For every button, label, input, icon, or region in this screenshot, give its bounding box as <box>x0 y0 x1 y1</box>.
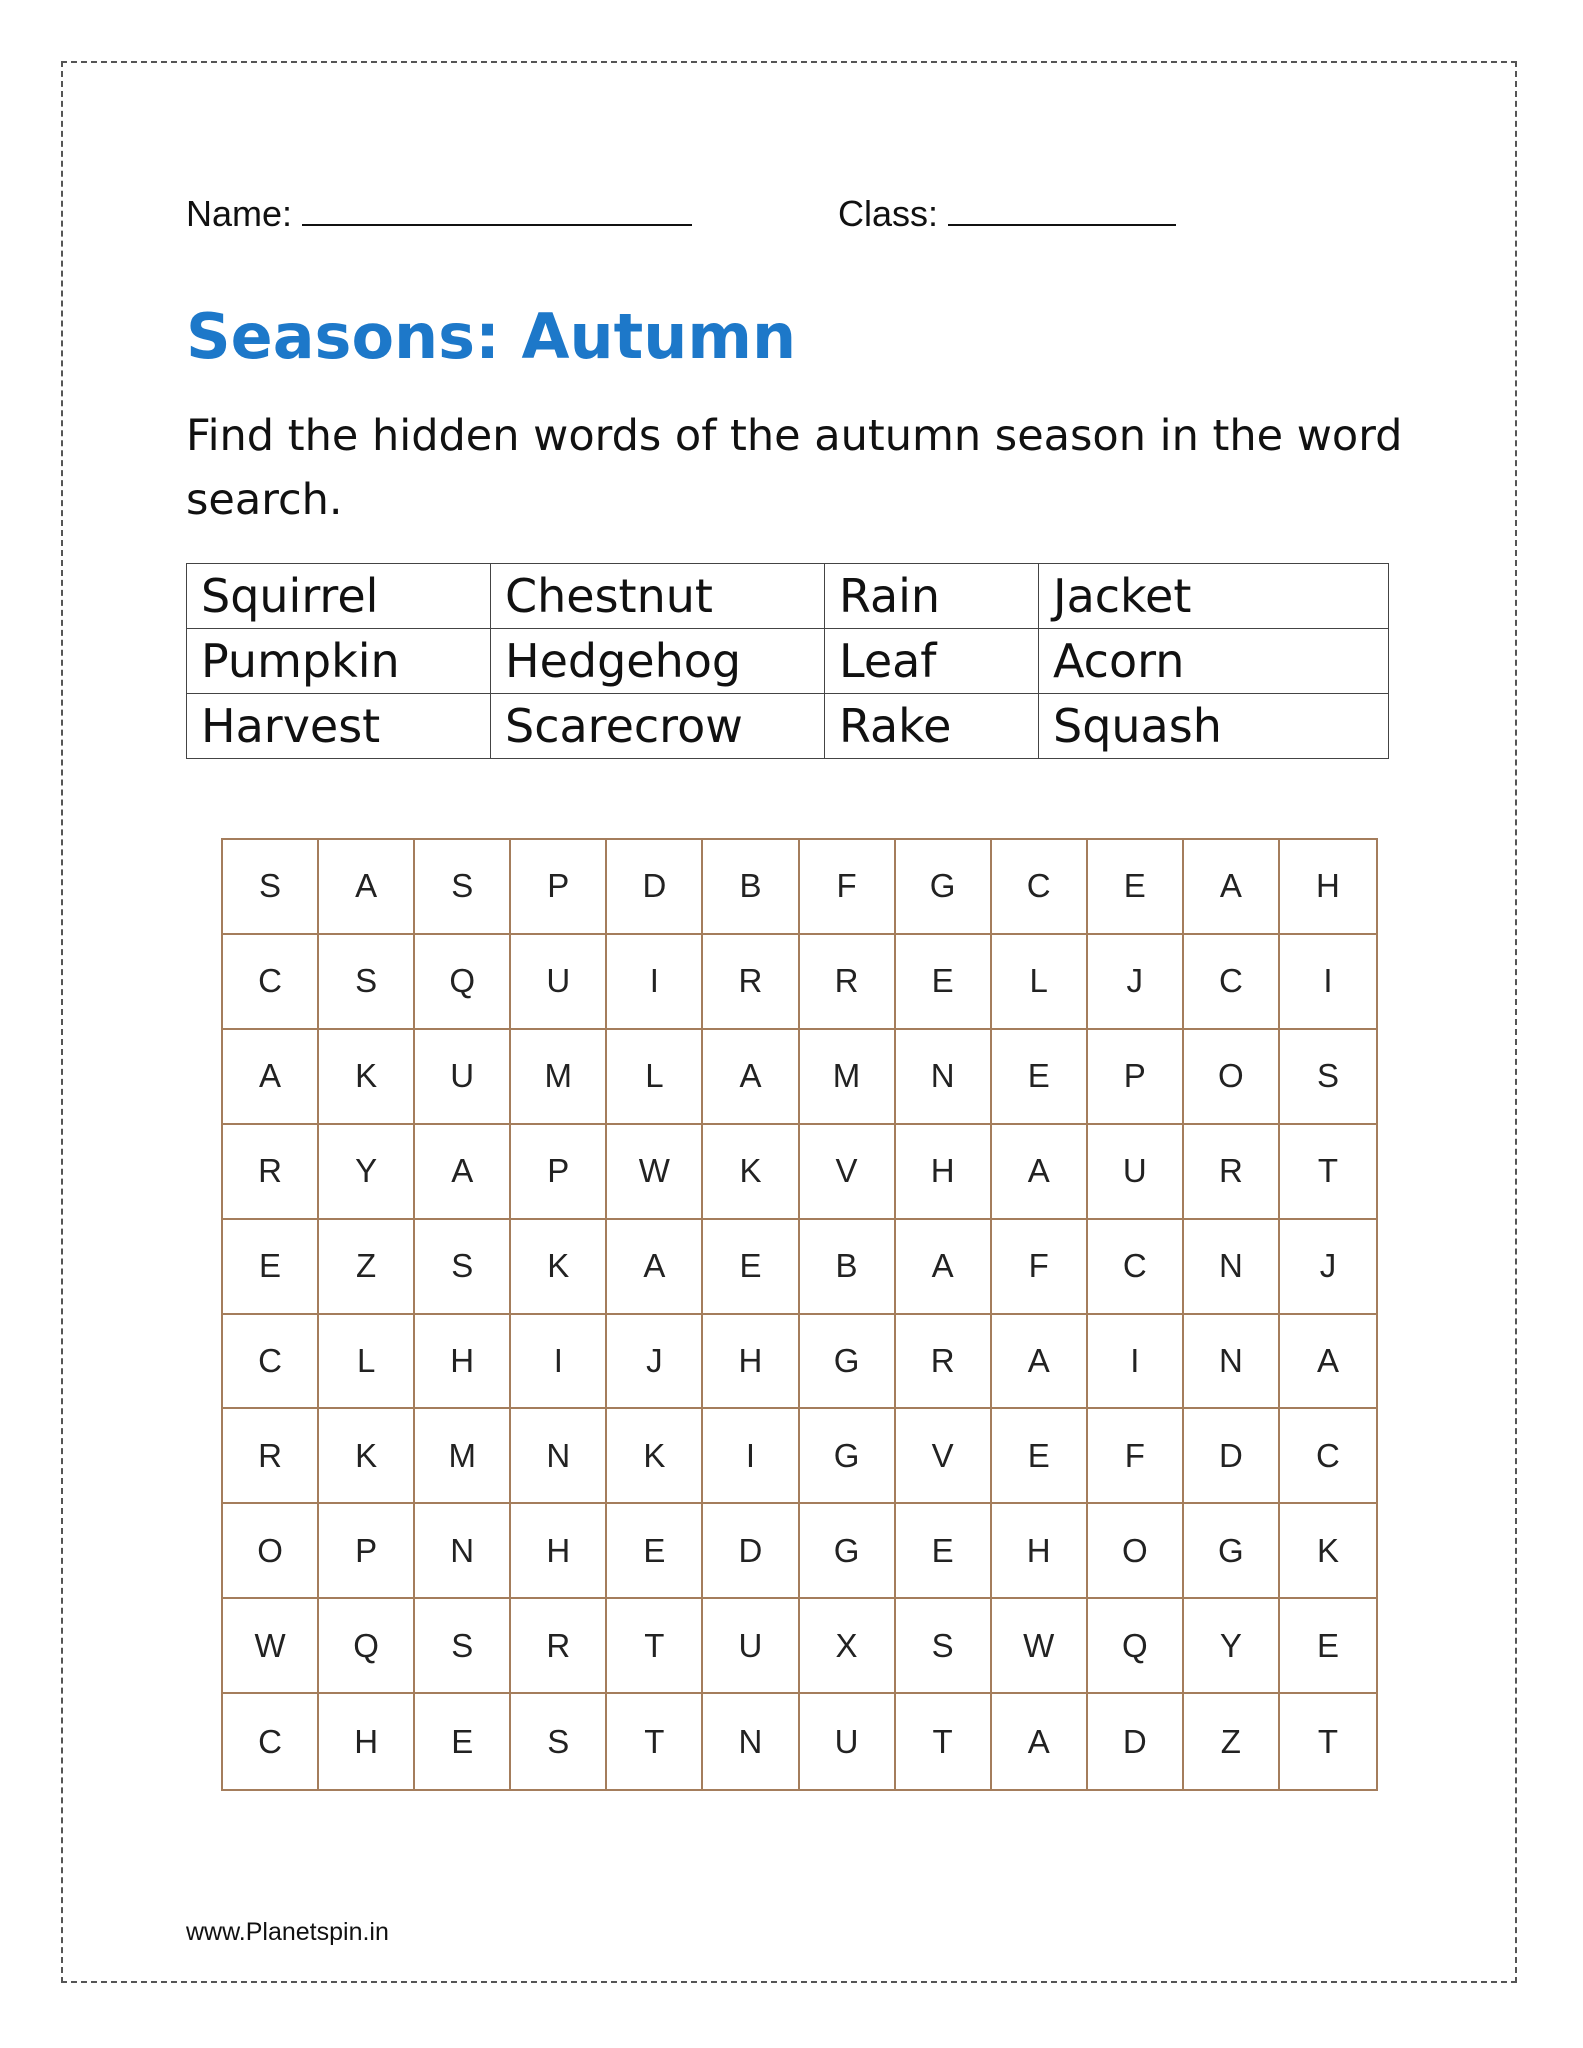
grid-cell[interactable]: G <box>800 1315 896 1410</box>
grid-cell[interactable]: C <box>1280 1409 1376 1504</box>
grid-cell[interactable]: J <box>607 1315 703 1410</box>
grid-cell[interactable]: J <box>1088 935 1184 1030</box>
grid-cell[interactable]: S <box>511 1694 607 1789</box>
grid-cell[interactable]: A <box>992 1694 1088 1789</box>
grid-cell[interactable]: I <box>703 1409 799 1504</box>
grid-cell[interactable]: N <box>511 1409 607 1504</box>
grid-cell[interactable]: D <box>1184 1409 1280 1504</box>
grid-cell[interactable]: U <box>1088 1125 1184 1220</box>
grid-cell[interactable]: N <box>415 1504 511 1599</box>
grid-cell[interactable]: B <box>800 1220 896 1315</box>
class-blank-line[interactable] <box>948 190 1176 226</box>
word-list-row <box>187 564 1389 629</box>
grid-cell[interactable]: K <box>607 1409 703 1504</box>
grid-cell[interactable]: I <box>511 1315 607 1410</box>
grid-cell[interactable]: H <box>703 1315 799 1410</box>
grid-cell[interactable]: I <box>607 935 703 1030</box>
grid-cell[interactable]: H <box>319 1694 415 1789</box>
grid-cell[interactable]: T <box>607 1599 703 1694</box>
grid-cell[interactable]: O <box>1088 1504 1184 1599</box>
grid-cell[interactable]: E <box>415 1694 511 1789</box>
grid-cell[interactable]: A <box>1280 1315 1376 1410</box>
grid-cell[interactable]: E <box>607 1504 703 1599</box>
grid-cell[interactable]: E <box>992 1409 1088 1504</box>
grid-cell[interactable]: K <box>511 1220 607 1315</box>
grid-cell[interactable]: D <box>1088 1694 1184 1789</box>
grid-cell[interactable]: S <box>896 1599 992 1694</box>
word-list-item: Chestnut <box>491 564 825 629</box>
grid-cell[interactable]: I <box>1088 1315 1184 1410</box>
grid-cell[interactable]: V <box>896 1409 992 1504</box>
grid-cell[interactable]: S <box>415 1599 511 1694</box>
grid-cell[interactable]: R <box>511 1599 607 1694</box>
grid-cell[interactable]: T <box>896 1694 992 1789</box>
grid-cell[interactable]: N <box>896 1030 992 1125</box>
class-field[interactable] <box>838 190 1176 235</box>
grid-cell[interactable]: R <box>896 1315 992 1410</box>
grid-cell[interactable]: E <box>896 935 992 1030</box>
footer-website: www.Planetspin.in <box>186 1918 389 1946</box>
grid-cell[interactable]: K <box>319 1409 415 1504</box>
instruction-text: Find the hidden words of the autumn season in the word search. <box>186 411 1403 525</box>
grid-cell[interactable]: H <box>1280 840 1376 935</box>
page-title: Seasons: Autumn <box>186 300 797 373</box>
grid-cell[interactable]: S <box>319 935 415 1030</box>
grid-cell[interactable]: J <box>1280 1220 1376 1315</box>
word-list-item: Rain <box>825 564 1039 629</box>
grid-cell[interactable]: A <box>319 840 415 935</box>
grid-cell[interactable]: T <box>607 1694 703 1789</box>
grid-cell[interactable]: L <box>607 1030 703 1125</box>
grid-cell[interactable]: F <box>1088 1409 1184 1504</box>
grid-cell[interactable]: K <box>319 1030 415 1125</box>
grid-cell[interactable]: A <box>223 1030 319 1125</box>
grid-cell[interactable]: C <box>992 840 1088 935</box>
grid-cell[interactable]: R <box>800 935 896 1030</box>
grid-cell[interactable]: D <box>607 840 703 935</box>
grid-cell[interactable]: E <box>992 1030 1088 1125</box>
word-list-item: Rake <box>825 694 1039 759</box>
word-list-row <box>187 694 1389 759</box>
grid-cell[interactable]: Y <box>319 1125 415 1220</box>
grid-cell[interactable]: Z <box>319 1220 415 1315</box>
grid-cell[interactable]: S <box>415 840 511 935</box>
grid-cell[interactable]: Q <box>319 1599 415 1694</box>
grid-cell[interactable]: H <box>992 1504 1088 1599</box>
grid-cell[interactable]: Y <box>1184 1599 1280 1694</box>
grid-cell[interactable]: U <box>703 1599 799 1694</box>
grid-cell[interactable]: F <box>992 1220 1088 1315</box>
grid-cell[interactable]: L <box>319 1315 415 1410</box>
grid-cell[interactable]: W <box>607 1125 703 1220</box>
grid-cell[interactable]: W <box>223 1599 319 1694</box>
grid-cell[interactable]: I <box>1280 935 1376 1030</box>
grid-cell[interactable]: D <box>703 1504 799 1599</box>
grid-cell[interactable]: H <box>511 1504 607 1599</box>
grid-cell[interactable]: A <box>607 1220 703 1315</box>
grid-cell[interactable]: A <box>1184 840 1280 935</box>
grid-cell[interactable]: W <box>992 1599 1088 1694</box>
word-search-grid <box>221 838 1378 1791</box>
word-list-item: Pumpkin <box>187 629 491 694</box>
grid-cell[interactable]: U <box>415 1030 511 1125</box>
grid-cell[interactable]: E <box>223 1220 319 1315</box>
grid-cell[interactable]: X <box>800 1599 896 1694</box>
word-list-table <box>186 563 1389 759</box>
grid-cell[interactable]: K <box>1280 1504 1376 1599</box>
grid-cell[interactable]: N <box>703 1694 799 1789</box>
grid-cell[interactable]: U <box>511 935 607 1030</box>
grid-cell[interactable]: S <box>1280 1030 1376 1125</box>
grid-cell[interactable]: R <box>703 935 799 1030</box>
grid-cell[interactable]: K <box>703 1125 799 1220</box>
grid-cell[interactable]: P <box>1088 1030 1184 1125</box>
grid-cell[interactable]: M <box>800 1030 896 1125</box>
grid-cell[interactable]: Z <box>1184 1694 1280 1789</box>
grid-cell[interactable]: E <box>1088 840 1184 935</box>
grid-cell[interactable]: G <box>800 1409 896 1504</box>
grid-cell[interactable]: S <box>223 840 319 935</box>
grid-cell[interactable]: Q <box>1088 1599 1184 1694</box>
grid-cell[interactable]: T <box>1280 1125 1376 1220</box>
grid-cell[interactable]: C <box>223 1694 319 1789</box>
word-list-row <box>187 629 1389 694</box>
word-list-item: Squash <box>1039 694 1389 759</box>
grid-cell[interactable]: N <box>1184 1315 1280 1410</box>
class-label: Class: <box>838 193 939 234</box>
grid-cell[interactable]: A <box>992 1125 1088 1220</box>
grid-cell[interactable]: G <box>1184 1504 1280 1599</box>
grid-cell[interactable]: T <box>1317 1722 1339 1760</box>
grid-cell[interactable]: M <box>415 1409 511 1504</box>
grid-cell[interactable]: O <box>223 1504 319 1599</box>
name-blank-line[interactable] <box>302 190 692 226</box>
grid-cell[interactable]: R <box>1184 1125 1280 1220</box>
grid-cell[interactable]: C <box>1088 1220 1184 1315</box>
name-field[interactable] <box>186 190 692 235</box>
grid-cell[interactable]: S <box>415 1220 511 1315</box>
grid-cell[interactable]: Q <box>415 935 511 1030</box>
grid-cell[interactable]: U <box>800 1694 896 1789</box>
grid-cell[interactable]: L <box>992 935 1088 1030</box>
grid-cell[interactable]: E <box>703 1220 799 1315</box>
grid-cell[interactable]: O <box>1184 1030 1280 1125</box>
word-list-item: Harvest <box>187 694 491 759</box>
word-list-item: Scarecrow <box>491 694 825 759</box>
grid-cell[interactable]: H <box>896 1125 992 1220</box>
grid-cell[interactable]: N <box>1184 1220 1280 1315</box>
word-list-item: Leaf <box>825 629 1039 694</box>
word-list-item: Acorn <box>1039 629 1389 694</box>
grid-cell[interactable]: A <box>703 1030 799 1125</box>
grid-cell[interactable]: R <box>223 1409 319 1504</box>
grid-cell[interactable]: C <box>1184 935 1280 1030</box>
grid-cell[interactable]: G <box>800 1504 896 1599</box>
word-list-item: Hedgehog <box>491 629 825 694</box>
grid-cell[interactable]: P <box>319 1504 415 1599</box>
grid-cell[interactable]: A <box>415 1125 511 1220</box>
word-list-item: Jacket <box>1039 564 1389 629</box>
grid-cell[interactable]: V <box>800 1125 896 1220</box>
grid-cell[interactable]: A <box>992 1315 1088 1410</box>
grid-cell[interactable]: P <box>511 1125 607 1220</box>
grid-cell[interactable]: C <box>223 935 319 1030</box>
grid-cell[interactable]: C <box>223 1315 319 1410</box>
grid-cell[interactable]: B <box>703 840 799 935</box>
grid-cell[interactable]: A <box>896 1220 992 1315</box>
grid-cell[interactable]: E <box>1280 1599 1376 1694</box>
name-label: Name: <box>186 193 293 234</box>
grid-cell[interactable]: H <box>415 1315 511 1410</box>
grid-cell[interactable]: E <box>896 1504 992 1599</box>
word-list-item: Squirrel <box>187 564 491 629</box>
grid-cell[interactable]: M <box>511 1030 607 1125</box>
grid-cell[interactable]: F <box>800 840 896 935</box>
grid-cell[interactable]: R <box>223 1125 319 1220</box>
grid-cell[interactable]: G <box>896 840 992 935</box>
grid-cell[interactable]: P <box>511 840 607 935</box>
